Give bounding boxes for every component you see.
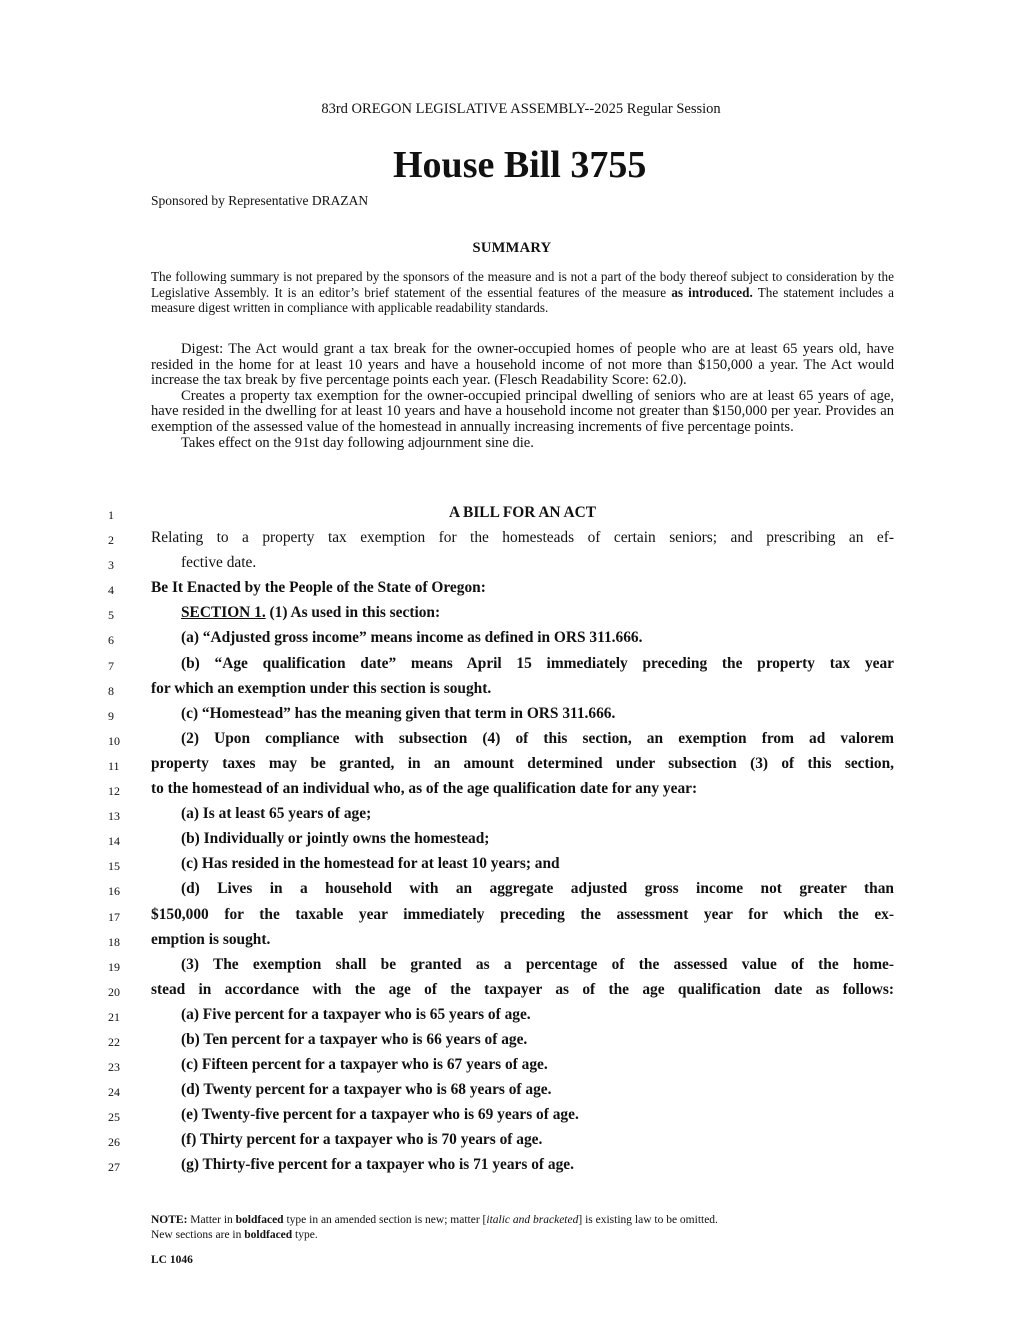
bill-line xyxy=(108,628,908,653)
bill-line xyxy=(108,879,908,904)
bill-line xyxy=(108,1080,908,1105)
bill-line xyxy=(108,553,908,578)
bill-line xyxy=(108,603,908,628)
line-number: 27 xyxy=(108,1160,120,1175)
bill-line xyxy=(108,930,908,955)
line-number: 17 xyxy=(108,909,120,924)
bill-line xyxy=(108,804,908,829)
bill-body xyxy=(108,503,908,1181)
line-number: 12 xyxy=(108,784,120,799)
bill-line xyxy=(108,1155,908,1180)
summary-digest xyxy=(151,342,894,451)
bill-text: (b) Individually or jointly owns the homestead; xyxy=(181,830,490,848)
line-number: 16 xyxy=(108,884,120,899)
bill-line xyxy=(108,1030,908,1055)
line-number: 13 xyxy=(108,809,120,824)
lc-number: LC 1046 xyxy=(151,1254,193,1266)
line-number: 6 xyxy=(108,633,114,648)
preamble-bold: as introduced. xyxy=(671,284,753,300)
line-number: 24 xyxy=(108,1085,120,1100)
bill-text: (f) Thirty percent for a taxpayer who is 70 years of age. xyxy=(181,1131,543,1149)
bill-line xyxy=(108,854,908,879)
enacting-clause: Be It Enacted by the People of the State of Oregon: xyxy=(151,579,486,597)
bill-text: (c) Has resided in the homestead for at least 10 years; and xyxy=(181,855,560,873)
line-number: 25 xyxy=(108,1110,120,1125)
bill-line xyxy=(108,905,908,930)
bill-text: for which an exemption under this section is sought. xyxy=(151,679,492,697)
summary-preamble xyxy=(151,269,894,316)
bill-text: (b) Ten percent for a taxpayer who is 66 years of age. xyxy=(181,1030,528,1048)
line-number: 21 xyxy=(108,1009,120,1024)
bill-title: House Bill 3755 xyxy=(393,144,647,186)
line-number: 18 xyxy=(108,934,120,949)
bill-text: (a) Is at least 65 years of age; xyxy=(181,805,372,823)
line-number: 4 xyxy=(108,583,114,598)
line-number: 5 xyxy=(108,608,114,623)
relating-clause-cont: fective date. xyxy=(181,554,257,572)
bill-text: $150,000 for the taxable year immediately preceding the assessment year for which the ex- xyxy=(151,905,894,923)
line-number: 15 xyxy=(108,859,120,874)
bill-text: stead in accordance with the age of the taxpayer as of the age qualification date as follows: xyxy=(151,980,894,998)
bill-text: (a) “Adjusted gross income” means income as defined in ORS 311.666. xyxy=(181,629,643,647)
bill-text: property taxes may be granted, in an amount determined under subsection (3) of this section, xyxy=(151,754,894,772)
bill-text: (3) The exemption shall be granted as a percentage of the assessed value of the home- xyxy=(181,955,894,973)
bill-line xyxy=(108,503,908,528)
note-bold: boldfaced xyxy=(235,1214,284,1226)
line-number: 2 xyxy=(108,533,114,548)
bill-line xyxy=(108,679,908,704)
line-number: 11 xyxy=(108,758,120,773)
bill-line xyxy=(108,1005,908,1030)
note-text: ] is existing law to be omitted. xyxy=(578,1214,718,1226)
bill-line xyxy=(108,704,908,729)
section-1-line xyxy=(181,604,894,622)
bill-text: (d) Lives in a household with an aggregate adjusted gross income not greater than xyxy=(181,880,894,898)
bill-text: (g) Thirty-five percent for a taxpayer who is 71 years of age. xyxy=(181,1156,574,1174)
bill-text: (b) “Age qualification date” means April 15 immediately preceding the property tax year xyxy=(181,654,894,672)
line-number: 22 xyxy=(108,1034,120,1049)
bill-text: (c) “Homestead” has the meaning given that term in ORS 311.666. xyxy=(181,704,616,722)
relating-clause: Relating to a property tax exemption for the homesteads of certain seniors; and prescribing an ef- xyxy=(151,529,894,547)
sponsor-line: Sponsored by Representative DRAZAN xyxy=(151,193,369,208)
line-number: 3 xyxy=(108,558,114,573)
line-number: 23 xyxy=(108,1060,120,1075)
line-number: 26 xyxy=(108,1135,120,1150)
bill-line xyxy=(108,729,908,754)
line-number: 10 xyxy=(108,733,120,748)
creates-paragraph: Creates a property tax exemption for the owner-occupied principal dwelling of seniors who are at least 65 years of age, have resided in the dwelling for at least 10 years and have a household income not greater than $150,000 per year. Provides an exemption of the assessed value of the homestead in annually increasing increments of five percentage points. xyxy=(151,387,894,435)
bill-text: emption is sought. xyxy=(151,930,271,948)
digest-paragraph: Digest: The Act would grant a tax break for the owner-occupied homes of people who are at least 65 years old, have resided in the home for at least 10 years and have a household income of not more than $150,000 a year. The Act would increase the tax break by five percentage points each year. (Flesch Readability Score: 62.0). xyxy=(151,341,894,389)
note-text: type in an amended section is new; matter [ xyxy=(283,1214,487,1226)
bill-text: to the homestead of an individual who, as of the age qualification date for any year: xyxy=(151,780,698,798)
line-number: 8 xyxy=(108,683,114,698)
line-number: 20 xyxy=(108,984,120,999)
bill-line xyxy=(108,578,908,603)
note-text: Matter in xyxy=(187,1214,236,1226)
bill-line xyxy=(108,980,908,1005)
footer-note xyxy=(151,1213,894,1243)
bill-text: (e) Twenty-five percent for a taxpayer who is 69 years of age. xyxy=(181,1106,579,1124)
bill-text: (d) Twenty percent for a taxpayer who is 68 years of age. xyxy=(181,1081,552,1099)
section-1-label: SECTION 1. xyxy=(181,604,266,622)
line-number: 7 xyxy=(108,658,114,673)
bill-line xyxy=(108,754,908,779)
bill-line xyxy=(108,654,908,679)
note-label: NOTE: xyxy=(151,1214,188,1226)
note-bold: boldfaced xyxy=(244,1229,293,1241)
line-number: 14 xyxy=(108,834,120,849)
session-header: 83rd OREGON LEGISLATIVE ASSEMBLY--2025 Regular Session xyxy=(321,101,721,117)
summary-heading: SUMMARY xyxy=(472,240,552,256)
line-number: 19 xyxy=(108,959,120,974)
line-number: 9 xyxy=(108,708,114,723)
bill-line xyxy=(108,1055,908,1080)
effect-paragraph: Takes effect on the 91st day following adjournment sine die. xyxy=(181,434,534,451)
section-1-text: (1) As used in this section: xyxy=(265,604,441,622)
preamble-text-1: The following summary is not prepared by the sponsors of the measure and is not a part of the body thereof subject to consideration by the Legislative Assembly. It is an editor’s brief statement of the essential features of the measure xyxy=(151,269,894,300)
note-text: New sections are in xyxy=(151,1229,245,1241)
bill-text: (2) Upon compliance with subsection (4) of this section, an exemption from ad valorem xyxy=(181,729,894,747)
bill-text: (c) Fifteen percent for a taxpayer who is 67 years of age. xyxy=(181,1056,548,1074)
bill-line xyxy=(108,779,908,804)
preamble-text-2: The statement includes a measure digest written in compliance with applicable readability standards. xyxy=(151,284,894,315)
act-heading: A BILL FOR AN ACT xyxy=(448,504,597,521)
note-italic: italic and bracketed xyxy=(486,1214,579,1226)
line-number: 1 xyxy=(108,508,114,522)
bill-line xyxy=(108,528,908,553)
bill-text: (a) Five percent for a taxpayer who is 65 years of age. xyxy=(181,1005,531,1023)
bill-line xyxy=(108,1130,908,1155)
note-text: type. xyxy=(292,1229,318,1241)
bill-line xyxy=(108,1105,908,1130)
bill-line xyxy=(108,955,908,980)
bill-line xyxy=(108,829,908,854)
